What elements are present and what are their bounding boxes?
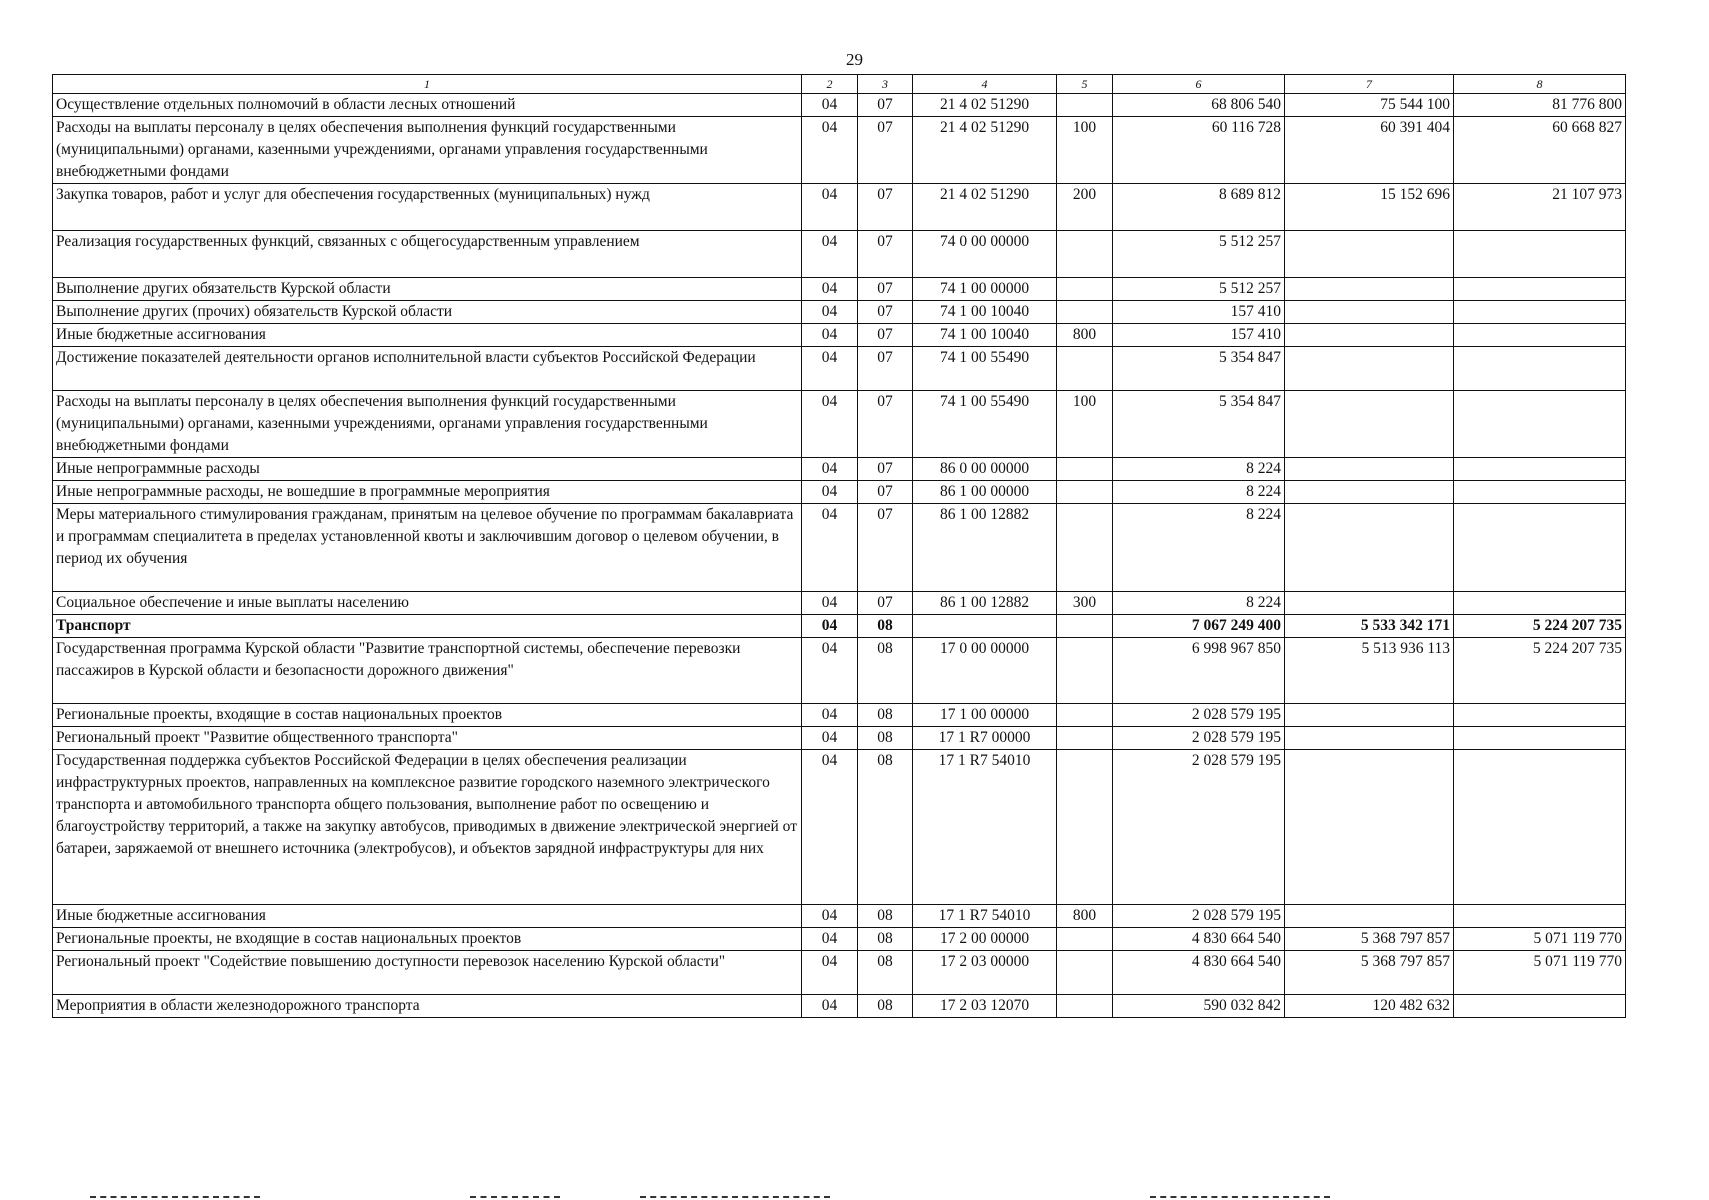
amount-year-2 bbox=[1285, 278, 1454, 301]
expense-type-code: 300 bbox=[1057, 592, 1113, 615]
column-number: 3 bbox=[858, 75, 913, 94]
table-row bbox=[53, 94, 1626, 117]
amount-year-2: 5 368 797 857 bbox=[1285, 951, 1454, 995]
column-number: 6 bbox=[1113, 75, 1285, 94]
section-code: 04 bbox=[802, 94, 858, 117]
section-code: 04 bbox=[802, 231, 858, 278]
budget-table bbox=[52, 74, 1626, 1018]
subsection-code: 07 bbox=[858, 347, 913, 391]
subsection-code: 08 bbox=[858, 995, 913, 1018]
amount-year-1: 8 224 bbox=[1113, 592, 1285, 615]
amount-year-3 bbox=[1454, 458, 1626, 481]
bottom-scan-artifact bbox=[640, 1196, 830, 1198]
target-article-code: 74 1 00 00000 bbox=[913, 278, 1057, 301]
amount-year-2 bbox=[1285, 727, 1454, 750]
section-code: 04 bbox=[802, 347, 858, 391]
row-name: Региональные проекты, входящие в состав национальных проектов bbox=[53, 704, 802, 727]
amount-year-3 bbox=[1454, 324, 1626, 347]
amount-year-1: 5 512 257 bbox=[1113, 278, 1285, 301]
expense-type-code: 100 bbox=[1057, 391, 1113, 458]
row-name: Транспорт bbox=[53, 615, 802, 638]
row-name: Расходы на выплаты персоналу в целях обеспечения выполнения функций государственными (муниципальными) органами, казенными учреждениями, органами управления государственными внебюджетными фондами bbox=[53, 117, 802, 184]
target-article-code: 17 2 03 00000 bbox=[913, 951, 1057, 995]
subsection-code: 07 bbox=[858, 231, 913, 278]
row-name: Мероприятия в области железнодорожного транспорта bbox=[53, 995, 802, 1018]
amount-year-2: 120 482 632 bbox=[1285, 995, 1454, 1018]
table-row bbox=[53, 615, 1626, 638]
expense-type-code: 100 bbox=[1057, 117, 1113, 184]
subsection-code: 07 bbox=[858, 278, 913, 301]
row-name: Региональные проекты, не входящие в состав национальных проектов bbox=[53, 928, 802, 951]
amount-year-1: 68 806 540 bbox=[1113, 94, 1285, 117]
amount-year-1: 7 067 249 400 bbox=[1113, 615, 1285, 638]
amount-year-1: 4 830 664 540 bbox=[1113, 951, 1285, 995]
amount-year-1: 2 028 579 195 bbox=[1113, 704, 1285, 727]
amount-year-3: 81 776 800 bbox=[1454, 94, 1626, 117]
amount-year-3 bbox=[1454, 905, 1626, 928]
target-article-code bbox=[913, 615, 1057, 638]
amount-year-1: 4 830 664 540 bbox=[1113, 928, 1285, 951]
target-article-code: 21 4 02 51290 bbox=[913, 117, 1057, 184]
amount-year-1: 157 410 bbox=[1113, 324, 1285, 347]
table-row bbox=[53, 905, 1626, 928]
target-article-code: 17 0 00 00000 bbox=[913, 638, 1057, 704]
section-code: 04 bbox=[802, 905, 858, 928]
target-article-code: 21 4 02 51290 bbox=[913, 94, 1057, 117]
subsection-code: 07 bbox=[858, 301, 913, 324]
table-row bbox=[53, 184, 1626, 231]
amount-year-3 bbox=[1454, 704, 1626, 727]
expense-type-code bbox=[1057, 504, 1113, 592]
bottom-scan-artifact bbox=[90, 1196, 260, 1198]
row-name: Иные бюджетные ассигнования bbox=[53, 905, 802, 928]
expense-type-code bbox=[1057, 750, 1113, 905]
amount-year-3 bbox=[1454, 592, 1626, 615]
amount-year-3: 21 107 973 bbox=[1454, 184, 1626, 231]
page-number: 29 bbox=[846, 50, 863, 69]
column-number-row bbox=[53, 75, 1626, 94]
row-name: Меры материального стимулирования гражданам, принятым на целевое обучение по программам бакалавриата и программам специалитета в пределах установленной квоты и заключившим договор о целевом обучении, в период их обучения bbox=[53, 504, 802, 592]
target-article-code: 74 1 00 10040 bbox=[913, 301, 1057, 324]
amount-year-1: 8 224 bbox=[1113, 458, 1285, 481]
expense-type-code: 800 bbox=[1057, 324, 1113, 347]
subsection-code: 08 bbox=[858, 615, 913, 638]
subsection-code: 08 bbox=[858, 727, 913, 750]
section-code: 04 bbox=[802, 278, 858, 301]
expense-type-code bbox=[1057, 458, 1113, 481]
section-code: 04 bbox=[802, 727, 858, 750]
section-code: 04 bbox=[802, 638, 858, 704]
table-row bbox=[53, 347, 1626, 391]
subsection-code: 07 bbox=[858, 184, 913, 231]
row-name: Региональный проект "Развитие общественного транспорта" bbox=[53, 727, 802, 750]
target-article-code: 17 1 00 00000 bbox=[913, 704, 1057, 727]
bottom-scan-artifact bbox=[470, 1196, 560, 1198]
expense-type-code bbox=[1057, 347, 1113, 391]
column-number: 4 bbox=[913, 75, 1057, 94]
subsection-code: 07 bbox=[858, 391, 913, 458]
amount-year-2 bbox=[1285, 592, 1454, 615]
table-row bbox=[53, 995, 1626, 1018]
amount-year-3 bbox=[1454, 347, 1626, 391]
amount-year-1: 2 028 579 195 bbox=[1113, 727, 1285, 750]
amount-year-1: 590 032 842 bbox=[1113, 995, 1285, 1018]
subsection-code: 07 bbox=[858, 458, 913, 481]
expense-type-code: 200 bbox=[1057, 184, 1113, 231]
table-row bbox=[53, 324, 1626, 347]
target-article-code: 21 4 02 51290 bbox=[913, 184, 1057, 231]
amount-year-1: 60 116 728 bbox=[1113, 117, 1285, 184]
section-code: 04 bbox=[802, 324, 858, 347]
expense-type-code bbox=[1057, 727, 1113, 750]
table-row bbox=[53, 928, 1626, 951]
amount-year-1: 5 354 847 bbox=[1113, 347, 1285, 391]
amount-year-3: 5 224 207 735 bbox=[1454, 615, 1626, 638]
section-code: 04 bbox=[802, 301, 858, 324]
table-row bbox=[53, 750, 1626, 905]
section-code: 04 bbox=[802, 615, 858, 638]
table-row bbox=[53, 117, 1626, 184]
target-article-code: 86 1 00 12882 bbox=[913, 592, 1057, 615]
table-row bbox=[53, 727, 1626, 750]
amount-year-1: 2 028 579 195 bbox=[1113, 905, 1285, 928]
target-article-code: 86 1 00 00000 bbox=[913, 481, 1057, 504]
amount-year-2 bbox=[1285, 301, 1454, 324]
amount-year-1: 8 224 bbox=[1113, 481, 1285, 504]
bottom-scan-artifact bbox=[1150, 1196, 1330, 1198]
expense-type-code bbox=[1057, 928, 1113, 951]
amount-year-3: 60 668 827 bbox=[1454, 117, 1626, 184]
row-name: Достижение показателей деятельности органов исполнительной власти субъектов Российской Федерации bbox=[53, 347, 802, 391]
subsection-code: 08 bbox=[858, 928, 913, 951]
subsection-code: 08 bbox=[858, 905, 913, 928]
amount-year-3 bbox=[1454, 231, 1626, 278]
section-code: 04 bbox=[802, 951, 858, 995]
amount-year-3 bbox=[1454, 504, 1626, 592]
amount-year-1: 5 512 257 bbox=[1113, 231, 1285, 278]
row-name: Региональный проект "Содействие повышению доступности перевозок населению Курской области" bbox=[53, 951, 802, 995]
target-article-code: 86 1 00 12882 bbox=[913, 504, 1057, 592]
subsection-code: 08 bbox=[858, 704, 913, 727]
subsection-code: 08 bbox=[858, 951, 913, 995]
row-name: Закупка товаров, работ и услуг для обеспечения государственных (муниципальных) нужд bbox=[53, 184, 802, 231]
section-code: 04 bbox=[802, 481, 858, 504]
table-row bbox=[53, 301, 1626, 324]
expense-type-code bbox=[1057, 615, 1113, 638]
amount-year-1: 5 354 847 bbox=[1113, 391, 1285, 458]
expense-type-code bbox=[1057, 704, 1113, 727]
section-code: 04 bbox=[802, 704, 858, 727]
expense-type-code bbox=[1057, 278, 1113, 301]
amount-year-2 bbox=[1285, 905, 1454, 928]
target-article-code: 17 2 00 00000 bbox=[913, 928, 1057, 951]
column-number: 2 bbox=[802, 75, 858, 94]
amount-year-3: 5 071 119 770 bbox=[1454, 951, 1626, 995]
column-number: 7 bbox=[1285, 75, 1454, 94]
section-code: 04 bbox=[802, 504, 858, 592]
amount-year-3 bbox=[1454, 391, 1626, 458]
target-article-code: 86 0 00 00000 bbox=[913, 458, 1057, 481]
amount-year-2: 5 513 936 113 bbox=[1285, 638, 1454, 704]
target-article-code: 17 1 R7 00000 bbox=[913, 727, 1057, 750]
target-article-code: 17 2 03 12070 bbox=[913, 995, 1057, 1018]
section-code: 04 bbox=[802, 458, 858, 481]
subsection-code: 07 bbox=[858, 117, 913, 184]
target-article-code: 74 0 00 00000 bbox=[913, 231, 1057, 278]
expense-type-code bbox=[1057, 995, 1113, 1018]
subsection-code: 07 bbox=[858, 592, 913, 615]
row-name: Иные бюджетные ассигнования bbox=[53, 324, 802, 347]
row-name: Осуществление отдельных полномочий в области лесных отношений bbox=[53, 94, 802, 117]
target-article-code: 17 1 R7 54010 bbox=[913, 905, 1057, 928]
table-row bbox=[53, 951, 1626, 995]
table-row bbox=[53, 504, 1626, 592]
subsection-code: 07 bbox=[858, 324, 913, 347]
expense-type-code bbox=[1057, 481, 1113, 504]
amount-year-2 bbox=[1285, 391, 1454, 458]
section-code: 04 bbox=[802, 117, 858, 184]
section-code: 04 bbox=[802, 592, 858, 615]
table-row bbox=[53, 278, 1626, 301]
amount-year-2: 5 368 797 857 bbox=[1285, 928, 1454, 951]
row-name: Иные непрограммные расходы bbox=[53, 458, 802, 481]
amount-year-2 bbox=[1285, 750, 1454, 905]
amount-year-2: 75 544 100 bbox=[1285, 94, 1454, 117]
amount-year-2 bbox=[1285, 504, 1454, 592]
column-number: 8 bbox=[1454, 75, 1626, 94]
subsection-code: 07 bbox=[858, 94, 913, 117]
amount-year-3 bbox=[1454, 727, 1626, 750]
amount-year-3 bbox=[1454, 750, 1626, 905]
amount-year-2 bbox=[1285, 324, 1454, 347]
section-code: 04 bbox=[802, 391, 858, 458]
column-number: 5 bbox=[1057, 75, 1113, 94]
row-name: Иные непрограммные расходы, не вошедшие в программные мероприятия bbox=[53, 481, 802, 504]
row-name: Государственная поддержка субъектов Российской Федерации в целях обеспечения реализации инфраструктурных проектов, направленных на комплексное развитие городского наземного электрического транспорта и автомобильного транспорта общего пользования, выполнение работ по освещению и благоустройству территорий, а также на закупку автобусов, приводимых в движение электрической энергией от батареи, заряжаемой от внешнего источника (электробусов), и объектов зарядной инфраструктуры для них bbox=[53, 750, 802, 905]
table-row bbox=[53, 458, 1626, 481]
target-article-code: 74 1 00 10040 bbox=[913, 324, 1057, 347]
expense-type-code bbox=[1057, 231, 1113, 278]
row-name: Выполнение других обязательств Курской области bbox=[53, 278, 802, 301]
row-name: Реализация государственных функций, связанных с общегосударственным управлением bbox=[53, 231, 802, 278]
subsection-code: 07 bbox=[858, 504, 913, 592]
expense-type-code bbox=[1057, 94, 1113, 117]
amount-year-1: 2 028 579 195 bbox=[1113, 750, 1285, 905]
table-row bbox=[53, 231, 1626, 278]
amount-year-1: 157 410 bbox=[1113, 301, 1285, 324]
table-row bbox=[53, 391, 1626, 458]
amount-year-2 bbox=[1285, 458, 1454, 481]
table-row bbox=[53, 592, 1626, 615]
section-code: 04 bbox=[802, 928, 858, 951]
subsection-code: 07 bbox=[858, 481, 913, 504]
target-article-code: 17 1 R7 54010 bbox=[913, 750, 1057, 905]
amount-year-2 bbox=[1285, 347, 1454, 391]
section-code: 04 bbox=[802, 995, 858, 1018]
amount-year-2: 15 152 696 bbox=[1285, 184, 1454, 231]
row-name: Выполнение других (прочих) обязательств Курской области bbox=[53, 301, 802, 324]
amount-year-2 bbox=[1285, 481, 1454, 504]
row-name: Расходы на выплаты персоналу в целях обеспечения выполнения функций государственными (муниципальными) органами, казенными учреждениями, органами управления государственными внебюджетными фондами bbox=[53, 391, 802, 458]
expense-type-code bbox=[1057, 638, 1113, 704]
amount-year-2: 5 533 342 171 bbox=[1285, 615, 1454, 638]
table-row bbox=[53, 704, 1626, 727]
amount-year-1: 8 224 bbox=[1113, 504, 1285, 592]
subsection-code: 08 bbox=[858, 638, 913, 704]
amount-year-3: 5 224 207 735 bbox=[1454, 638, 1626, 704]
amount-year-1: 6 998 967 850 bbox=[1113, 638, 1285, 704]
amount-year-3 bbox=[1454, 278, 1626, 301]
row-name: Государственная программа Курской области "Развитие транспортной системы, обеспечение перевозки пассажиров в Курской области и безопасности дорожного движения" bbox=[53, 638, 802, 704]
row-name: Социальное обеспечение и иные выплаты населению bbox=[53, 592, 802, 615]
amount-year-2: 60 391 404 bbox=[1285, 117, 1454, 184]
amount-year-3 bbox=[1454, 301, 1626, 324]
expense-type-code bbox=[1057, 301, 1113, 324]
section-code: 04 bbox=[802, 184, 858, 231]
target-article-code: 74 1 00 55490 bbox=[913, 391, 1057, 458]
column-number: 1 bbox=[53, 75, 802, 94]
expense-type-code bbox=[1057, 951, 1113, 995]
expense-type-code: 800 bbox=[1057, 905, 1113, 928]
amount-year-2 bbox=[1285, 231, 1454, 278]
amount-year-2 bbox=[1285, 704, 1454, 727]
table-row bbox=[53, 638, 1626, 704]
amount-year-3 bbox=[1454, 995, 1626, 1018]
table-row bbox=[53, 481, 1626, 504]
section-code: 04 bbox=[802, 750, 858, 905]
subsection-code: 08 bbox=[858, 750, 913, 905]
amount-year-3 bbox=[1454, 481, 1626, 504]
amount-year-3: 5 071 119 770 bbox=[1454, 928, 1626, 951]
amount-year-1: 8 689 812 bbox=[1113, 184, 1285, 231]
target-article-code: 74 1 00 55490 bbox=[913, 347, 1057, 391]
